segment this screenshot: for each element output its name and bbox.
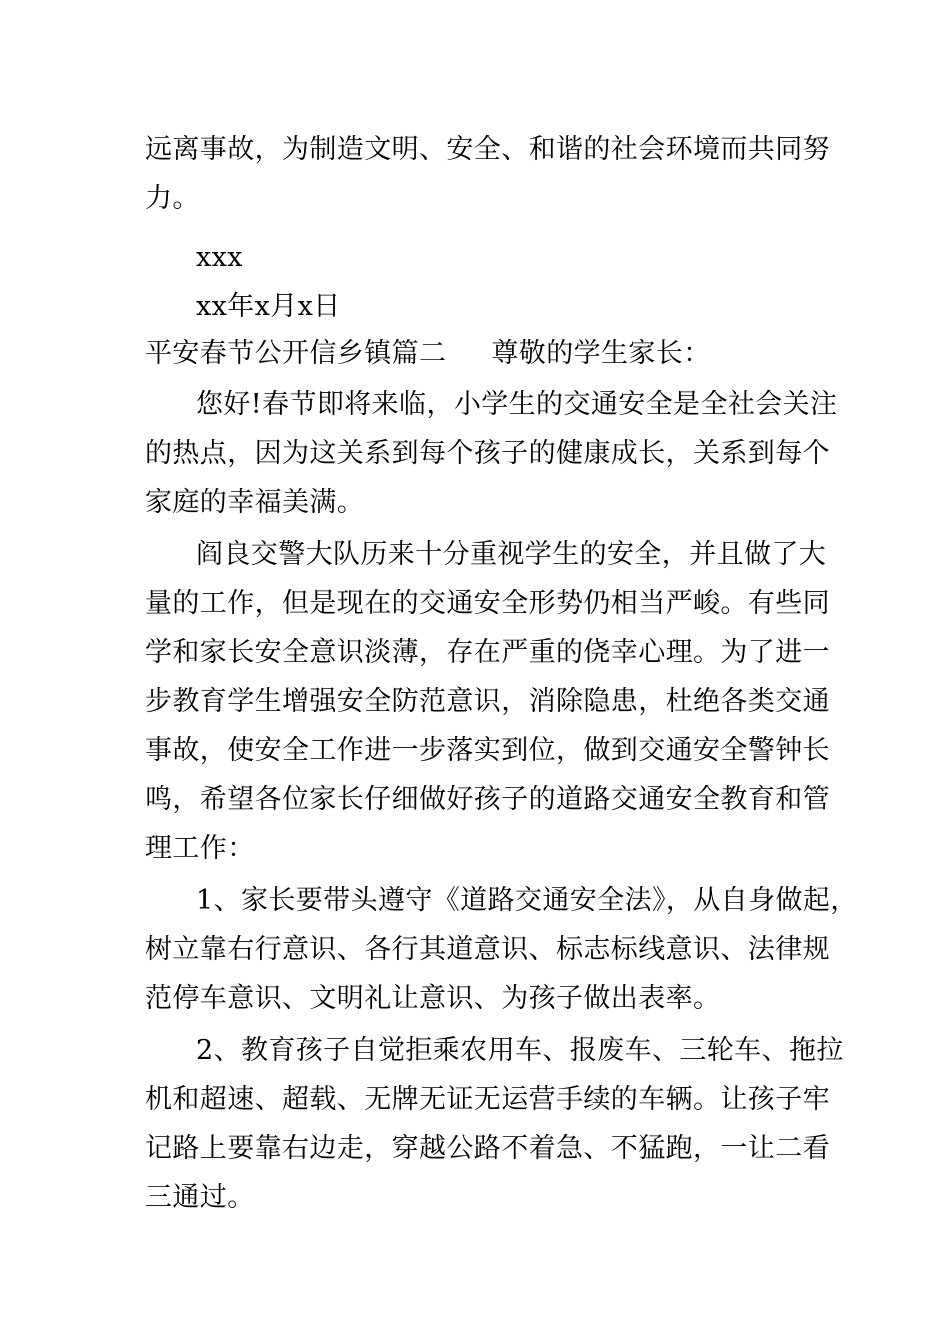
- paragraph-line: 阎良交警大队历来十分重视学生的安全，并且做了大: [196, 539, 827, 570]
- continuation-paragraph: [145, 125, 830, 223]
- paragraph-line: 事故，使安全工作进一步落实到位，做到交通安全警钟长: [145, 735, 830, 766]
- paragraph-line: 2、教育孩子自觉拒乘农用车、报废车、三轮车、拖拉: [196, 1035, 844, 1066]
- signature-block: [145, 233, 810, 331]
- paragraph-line: 力。: [145, 183, 200, 214]
- paragraph-2: [145, 530, 830, 873]
- paragraph-line: 机和超速、超载、无牌无证无运营手续的车辆。让孩子牢: [145, 1084, 830, 1115]
- paragraph-line: 树立靠右行意识、各行其道意识、标志标线意识、法律规: [145, 934, 830, 965]
- section-title: 平安春节公开信乡镇篇二: [145, 338, 447, 369]
- signature-date: xx年x月x日: [196, 291, 341, 322]
- paragraph-line: 您好!春节即将来临，小学生的交通安全是全社会关注: [196, 389, 838, 420]
- paragraph-line: 范停车意识、文明礼让意识、为孩子做出表率。: [145, 983, 721, 1014]
- paragraph-1: [145, 380, 838, 527]
- paragraph-4: [145, 1026, 844, 1222]
- paragraph-line: 记路上要靠右边走，穿越公路不着急、不猛跑，一让二看: [145, 1133, 830, 1164]
- paragraph-line: 家庭的幸福美满。: [145, 487, 365, 518]
- paragraph-line: 步教育学生增强安全防范意识，消除隐患，杜绝各类交通: [145, 686, 830, 717]
- salutation: 尊敬的学生家长：: [491, 338, 711, 369]
- document-body: [145, 125, 858, 1222]
- paragraph-line: 鸣，希望各位家长仔细做好孩子的道路交通安全教育和管: [145, 784, 830, 815]
- paragraph-line: 学和家长安全意识淡薄，存在严重的侥幸心理。为了进一: [145, 637, 830, 668]
- paragraph-line: 的热点，因为这关系到每个孩子的健康成长，关系到每个: [145, 438, 830, 469]
- paragraph-line: 远离事故，为制造文明、安全、和谐的社会环境而共同努: [145, 134, 830, 165]
- paragraph-line: 1、家长要带头遵守《道路交通安全法》，从自身做起，: [196, 885, 858, 916]
- paragraph-line: 量的工作，但是现在的交通安全形势仍相当严峻。有些同: [145, 588, 830, 619]
- paragraph-line: 三通过。: [145, 1182, 255, 1213]
- paragraph-line: 理工作：: [145, 833, 255, 864]
- section-heading: [145, 331, 810, 377]
- paragraph-3: [145, 876, 858, 1023]
- signature-name: xxx: [196, 242, 243, 273]
